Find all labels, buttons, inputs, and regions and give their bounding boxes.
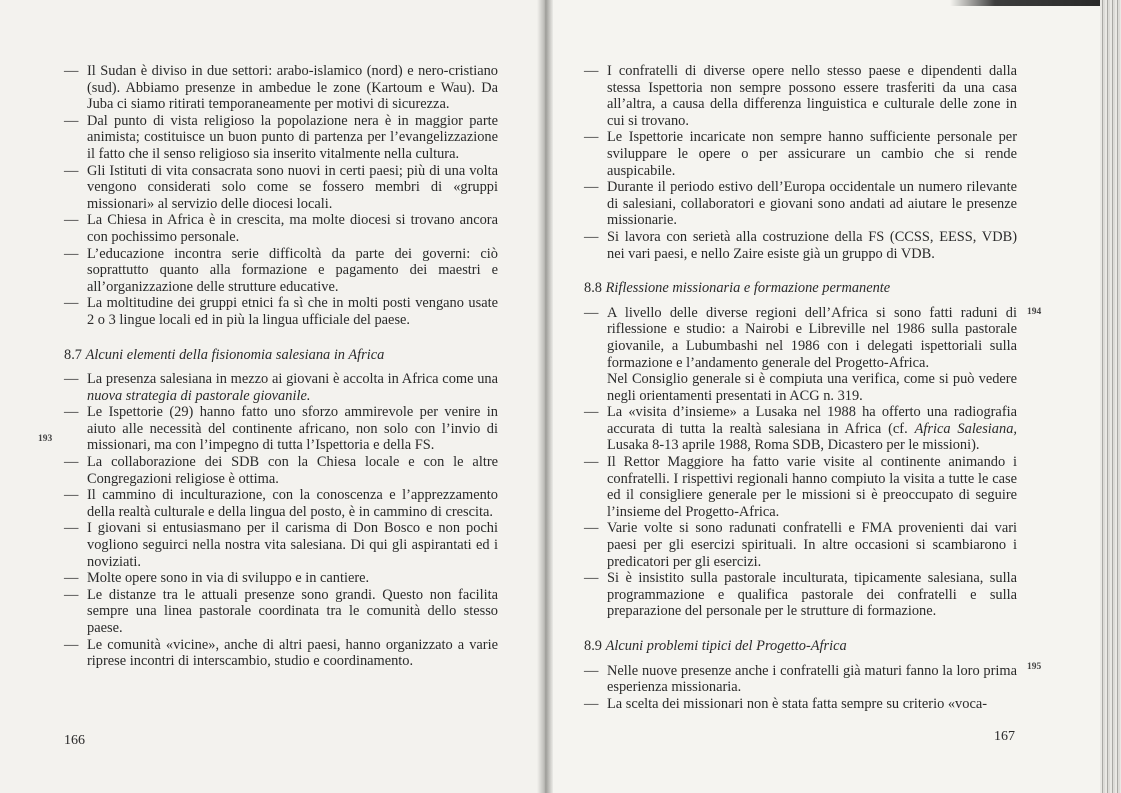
item-italic-text: Africa Salesiana,	[914, 420, 1017, 437]
scan-edge-shadow	[950, 0, 1100, 6]
section-heading-8-9	[584, 638, 994, 655]
list-item: — A livello delle diverse regioni dell’Africa si sono fatti raduni di riflessione e studio: a Nairobi e Libreville nel 1986 sulla pastorale giovanile, a Lubumbashi nel 1986 con i delegati ispettoriali sulla formazione e l’andamento generale del Progetto-Africa.	[607, 305, 1017, 371]
list-item: — Il cammino di inculturazione, con la conoscenza e l’apprezzamento della realtà culturale e della lingua del posto, è in cammino di crescita.	[87, 487, 498, 520]
right-text-column	[584, 63, 1017, 712]
list-item: — I giovani si entusiasmano per il carisma di Don Bosco e non pochi vogliono seguirci nella nostra vita salesiana. Di qui gli aspirantati ed i noviziati.	[87, 520, 498, 570]
section-title: Alcuni elementi della fisionomia salesiana in Africa	[85, 346, 385, 363]
list-item: — Le distanze tra le attuali presenze sono grandi. Questo non facilita sempre una linea pastorale coordinata tra le comunità dello stesso paese.	[87, 587, 498, 637]
section-title: Alcuni problemi tipici del Progetto-Africa	[605, 638, 847, 654]
list-item: — Si è insistito sulla pastorale inculturata, tipicamente salesiana, sulla programmazione e qualifica pastorale dei confratelli e sulla preparazione del personale per le strutture di formazione.	[607, 570, 1017, 620]
margin-reference-number: 194	[1027, 307, 1042, 317]
list-item: — Le Ispettorie incaricate non sempre hanno sufficiente personale per sviluppare le opere o per assicurare un cambio che si rende auspicabile.	[607, 129, 1017, 179]
list-item	[607, 404, 1017, 454]
list-item: — Molte opere sono in via di sviluppo e in cantiere.	[87, 570, 498, 587]
list-item: — Il Rettor Maggiore ha fatto varie visite al continente animando i confratelli. I rispettivi regionali hanno compiuto la visita a tutte le case ed il consigliere generale per le missioni si è preoccupato di seguire l’insieme del Progetto-Africa.	[607, 454, 1017, 520]
list-item: — Nelle nuove presenze anche i confratelli già maturi fanno la loro prima esperienza missionaria.	[607, 663, 1017, 696]
list-item: — La scelta dei missionari non è stata fatta sempre su criterio «voca-	[607, 696, 1017, 713]
list-item: — Gli Istituti di vita consacrata sono nuovi in certi paesi; più di una volta vengono considerati solo come se fossero membri di «gruppi missionari» al servizio delle diocesi locali.	[87, 163, 498, 213]
list-item: — Dal punto di vista religioso la popolazione nera è in maggior parte animista; costituisce un buon punto di partenza per l’evangelizzazione il fatto che il senso religioso sia inserito vitalmente nella cultura.	[87, 113, 498, 163]
list-item	[87, 371, 498, 404]
section-heading-8-7	[64, 347, 475, 364]
list-item: — I confratelli di diverse opere nello stesso paese e dipendenti dalla stessa Ispettoria non sempre possono essere trasferiti da una casa all’altra, a causa della differenza linguistica e culturale delle zone in cui si trovano.	[607, 63, 1017, 129]
list-item: — Le Ispettorie (29) hanno fatto uno sforzo ammirevole per venire in aiuto alle necessità del continente africano, non solo con l’invio di missionari, ma con l’impegno di tutta l’Ispettoria e della FS.	[87, 404, 498, 454]
margin-reference-number: 195	[1027, 662, 1042, 672]
list-item: — Le comunità «vicine», anche di altri paesi, hanno organizzato a varie riprese incontri di interscambio, studio e coordinamento.	[87, 637, 498, 670]
section-number: 8.7	[64, 346, 82, 363]
item-text: La presenza salesiana in mezzo ai giovani è accolta in Africa come una	[87, 371, 498, 388]
list-item: — La collaborazione dei SDB con la Chiesa locale e con le altre Congregazioni religiose è ottima.	[87, 454, 498, 487]
item-text-tail: Lusaka 8-13 aprile 1988, Roma SDB, Dicastero per le missioni).	[607, 437, 980, 454]
list-item: — Durante il periodo estivo dell’Europa occidentale un numero rilevante di salesiani, collaboratori e giovani sono andati ad aiutare le presenze missionarie.	[607, 179, 1017, 229]
list-item: — La Chiesa in Africa è in crescita, ma molte diocesi si trovano ancora con pochissimo personale.	[87, 212, 498, 245]
section-number: 8.8	[584, 280, 602, 297]
page-number: 166	[64, 733, 85, 748]
margin-reference-number: 193	[38, 434, 53, 444]
section-title: Riflessione missionaria e formazione permanente	[605, 280, 891, 297]
list-item: — Il Sudan è diviso in due settori: arabo-islamico (nord) e nero-cristiano (sud). Abbiamo presenze in ambedue le zone (Kartoum e Wau). Da Juba ci siamo ritirati temporaneamente per motivi di sicurezza.	[87, 63, 498, 113]
page-edges	[1100, 0, 1121, 793]
list-item: — Varie volte si sono radunati confratelli e FMA provenienti dai vari paesi per gli esercizi spirituali. In altre occasioni si scambiarono i predicatori per gli esercizi.	[607, 520, 1017, 570]
list-item: — L’educazione incontra serie difficoltà da parte dei governi: ciò soprattutto quanto alla formazione e pagamento dei maestri e all’organizzazione delle strutture educative.	[87, 246, 498, 296]
list-item: — La moltitudine dei gruppi etnici fa sì che in molti posti vengano usate 2 o 3 lingue locali ed in più la lingua ufficiale del paese.	[87, 295, 498, 328]
section-heading-8-8	[584, 280, 994, 297]
book-gutter	[537, 0, 553, 793]
left-text-column	[64, 63, 498, 670]
page-number: 167	[994, 729, 1015, 744]
section-number: 8.9	[584, 638, 602, 654]
list-item: — Si lavora con serietà alla costruzione della FS (CCSS, EESS, VDB) nei vari paesi, e nello Zaire esiste già un gruppo di VDB.	[607, 229, 1017, 262]
item-italic-text: nuova strategia di pastorale giovanile.	[87, 387, 311, 404]
list-item-continuation: Nel Consiglio generale si è compiuta una verifica, come si può vedere negli orientamenti presentati in ACG n. 319.	[607, 371, 1017, 404]
item-text: La «visita d’insieme» a Lusaka nel 1988 ha offerto una radiografia accurata di tutta la realtà salesiana in Africa (cf.	[607, 404, 1017, 437]
